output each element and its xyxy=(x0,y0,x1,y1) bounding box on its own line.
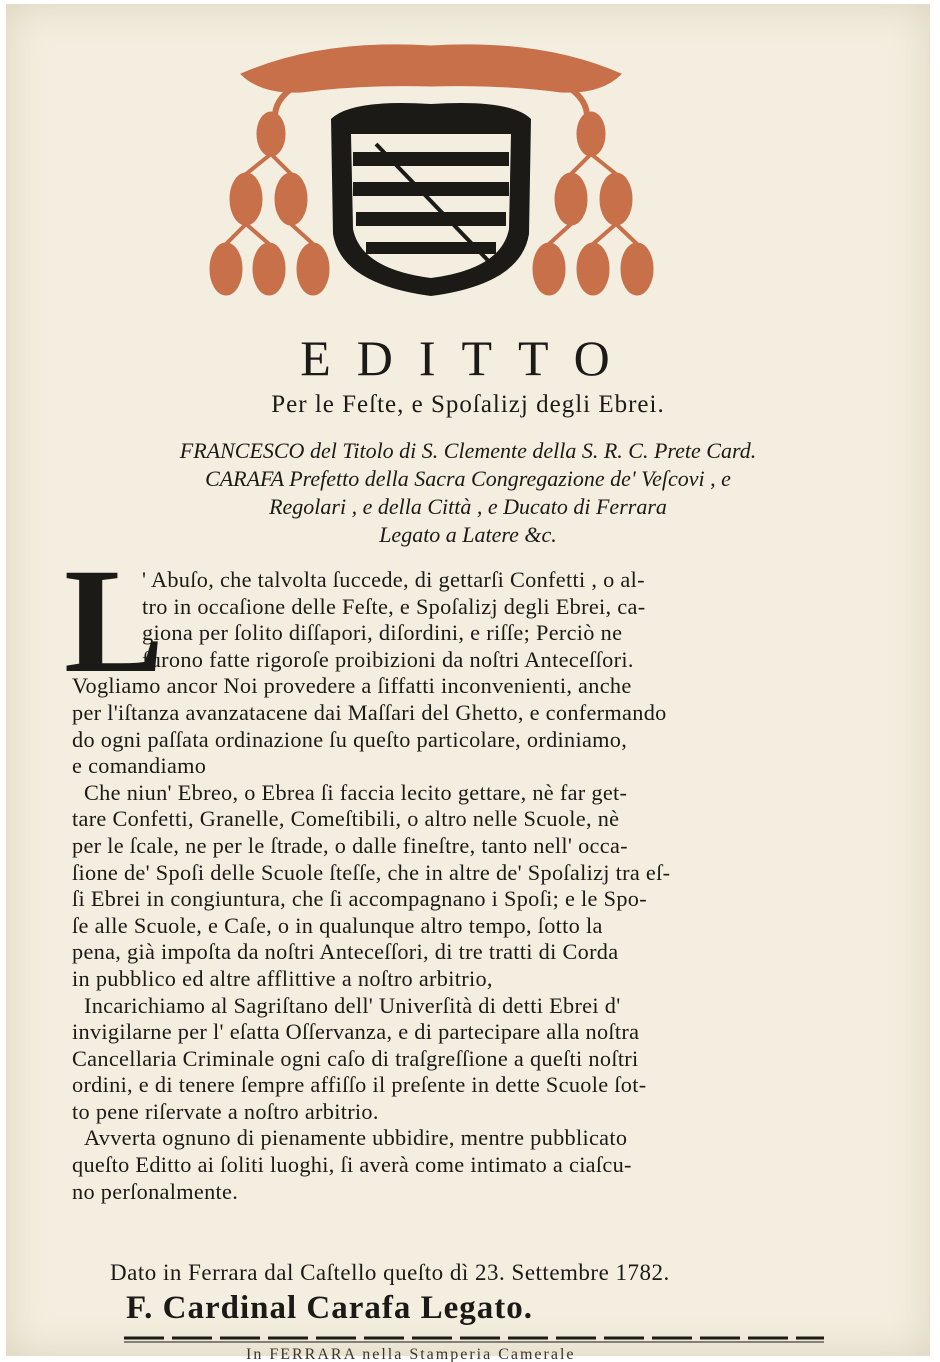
body-line: tro in occaſione delle Feſte, e Spoſalizj degli Ebrei, ca- xyxy=(142,593,646,619)
issuer-line: Legato a Latere &c. xyxy=(379,522,557,547)
body-line: per l'iſtanza avanzatacene dai Maſſari del Ghetto, e confermando xyxy=(72,699,667,725)
body-line: ordini, e di tenere ſempre affiſſo il preſente in dette Scuole ſot- xyxy=(72,1072,647,1098)
body-line: pena, già impoſta da noſtri Anteceſſori, di tre tratti di Corda xyxy=(72,939,619,965)
body-line: Cancellaria Criminale ogni caſo di traſgreſſione a queſti noſtri xyxy=(72,1045,639,1071)
body-line: ſi Ebrei in congiuntura, che ſi accompagnano i Spoſi; e le Spo- xyxy=(72,886,647,912)
issuer-block xyxy=(86,437,850,549)
body-line: furono fatte rigoroſe proibizioni da noſtri Anteceſſori. xyxy=(142,646,634,672)
edict-body xyxy=(72,567,818,1205)
issuer-line: CARAFA Prefetto della Sacra Congregazione de' Veſcovi , e xyxy=(205,466,731,491)
edict-title: EDITTO xyxy=(300,330,636,386)
signature: F. Cardinal Carafa Legato. xyxy=(126,1290,534,1326)
body-line: to pene riſervate a noſtro arbitrio. xyxy=(72,1098,379,1124)
coat-of-arms-icon xyxy=(331,103,531,296)
issuer-line: FRANCESCO del Titolo di S. Clemente della S. R. C. Prete Card. xyxy=(179,438,757,463)
body-line: invigilarne per l' eſatta Oſſervanza, e di partecipare alla noſtra xyxy=(72,1019,640,1045)
body-line: ſione de' Spoſi delle Scuole ſteſſe, che in altre de' Spoſalizj tra eſ- xyxy=(72,859,671,885)
body-line: Vogliamo ancor Noi provedere a ſiffatti inconvenienti, anche xyxy=(72,673,632,699)
body-line: tare Confetti, Granelle, Comeſtibili, o altro nelle Scuole, nè xyxy=(72,806,620,832)
body-line: do ogni paſſata ordinazione ſu queſto particolare, ordiniamo, xyxy=(72,726,628,752)
body-line: Che niun' Ebreo, o Ebrea ſi faccia lecito gettare, nè far get- xyxy=(84,779,628,805)
body-line: Avverta ognuno di pienamente ubbidire, mentre pubblicato xyxy=(84,1125,628,1151)
edict-sheet xyxy=(6,4,930,1362)
ornamental-rule xyxy=(124,1336,824,1344)
dated-line: Dato in Ferrara dal Caſtello queſto dì 23. Settembre 1782. xyxy=(110,1260,670,1285)
body-line: queſto Editto ai ſoliti luoghi, ſi averà come intimato a ciaſcu- xyxy=(72,1152,632,1178)
body-line: ſe alle Scuole, e Caſe, o in qualunque altro tempo, ſotto la xyxy=(72,912,603,938)
body-line: Incarichiamo al Sagriſtano dell' Univerſità di detti Ebrei d' xyxy=(84,992,621,1018)
printer-imprint: In FERRARA nella Stamperia Camerale xyxy=(246,1346,576,1362)
body-line: ' Abuſo, che talvolta ſuccede, di gettarſi Confetti , o al- xyxy=(142,567,645,592)
body-line: no perſonalmente. xyxy=(72,1178,239,1204)
body-line: per le ſcale, ne per le ſtrade, o dalle fineſtre, tanto nell' occa- xyxy=(72,832,628,858)
body-line: in pubblico ed altre afflittive a noſtro arbitrio, xyxy=(72,965,493,991)
body-line: giona per ſolito diſſapori, diſordini, e riſſe; Perciò ne xyxy=(142,620,623,646)
body-line: e comandiamo xyxy=(72,753,207,779)
drop-cap: L xyxy=(64,538,165,704)
issuer-line: Regolari , e della Città , e Ducato di Ferrara xyxy=(269,494,667,519)
cardinal-coat-of-arms xyxy=(201,34,661,314)
edict-subtitle: Per le Feſte, e Spoſalizj degli Ebrei. xyxy=(271,391,665,418)
